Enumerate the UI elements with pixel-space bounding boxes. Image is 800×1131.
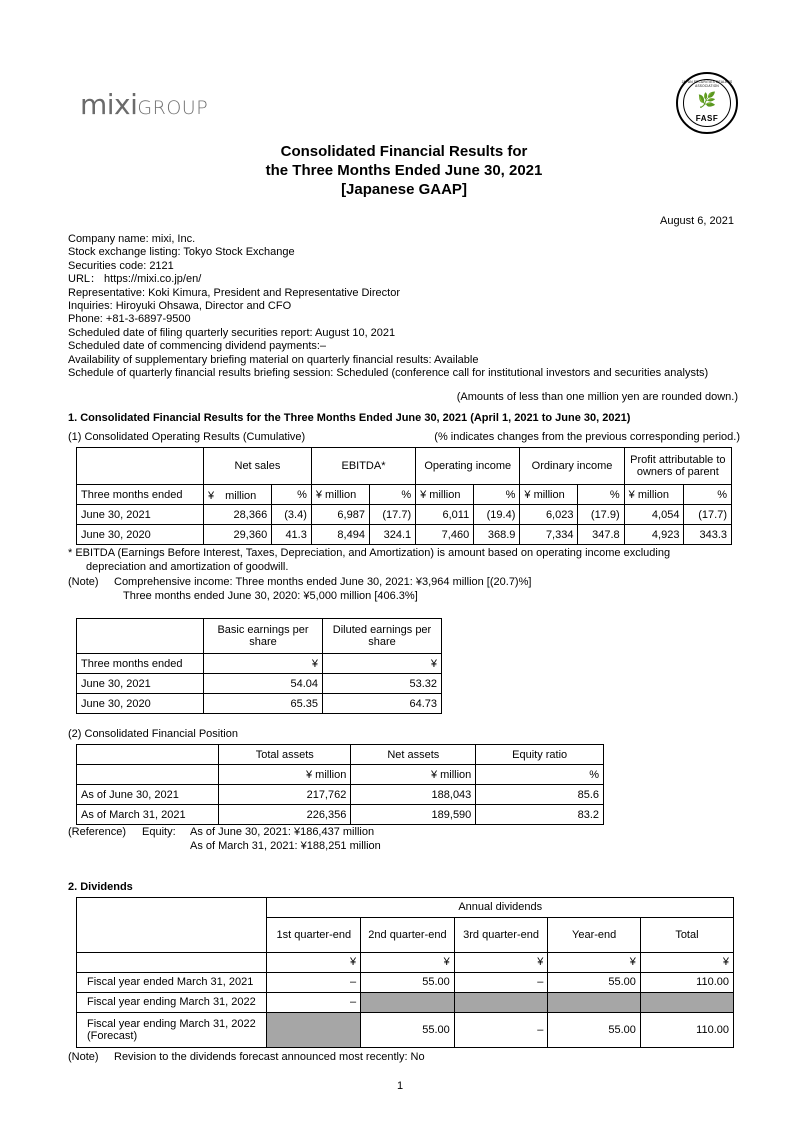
- dividends-row1-q2: 55.00: [361, 972, 455, 992]
- fasf-seal-label: FASF: [695, 114, 719, 123]
- dividends-header-year-end: Year-end: [548, 917, 641, 952]
- supplementary-material-line: Availability of supplementary briefing material on quarterly financial results: Available: [68, 353, 479, 366]
- dividends-note-label: (Note): [68, 1050, 99, 1063]
- ebitda-footnote-line-2: depreciation and amortization of goodwill.: [86, 560, 289, 573]
- dividends-row1-label: Fiscal year ended March 31, 2021: [77, 972, 267, 992]
- securities-code-line: Securities code: 2121: [68, 259, 174, 272]
- results-row1-netsales-pct: (3.4): [272, 505, 312, 525]
- fasf-seal-icon: [676, 72, 738, 134]
- eps-row2-basic: 65.35: [204, 694, 323, 714]
- fin-header-equity-ratio: Equity ratio: [476, 745, 604, 765]
- percent-change-note: (% indicates changes from the previous corresponding period.): [434, 431, 740, 444]
- dividends-unit-q1: ¥: [267, 952, 361, 972]
- eps-row1-diluted: 53.32: [323, 674, 442, 694]
- results-unit-netsales-pct: %: [272, 485, 312, 505]
- reference-equity-line-1: As of June 30, 2021: ¥186,437 million: [190, 826, 375, 839]
- fin-row1-total-assets: 217,762: [219, 785, 351, 805]
- dividends-row3-year-end: 55.00: [548, 1012, 641, 1047]
- dividends-header-blank: [77, 897, 267, 952]
- dividends-row1-q3: –: [454, 972, 548, 992]
- table-row: [77, 674, 442, 694]
- dividends-header-total: Total: [640, 917, 733, 952]
- dividends-row3-q3: –: [454, 1012, 548, 1047]
- section-1-heading: 1. Consolidated Financial Results for the Three Months Ended June 30, 2021 (April 1, 2021 to June 30, 2021): [68, 412, 631, 425]
- logo-group-text: GROUP: [137, 97, 209, 119]
- results-unit-label: Three months ended: [77, 485, 204, 505]
- dividends-row1-q1: –: [267, 972, 361, 992]
- results-header-ebitda: EBITDA*: [311, 448, 415, 485]
- dividends-note: [68, 1051, 740, 1064]
- dividends-row2-total: [640, 992, 733, 1012]
- results-unit-ebitda: ¥ million: [311, 485, 369, 505]
- dividends-row2-label: Fiscal year ending March 31, 2022: [77, 992, 267, 1012]
- dividends-row3-total: 110.00: [640, 1012, 733, 1047]
- comprehensive-income-note-line-2: Three months ended June 30, 2020: ¥5,000 million [406.3%]: [123, 589, 418, 602]
- eps-header-basic: Basic earnings per share: [204, 619, 323, 654]
- reference-equity-line-2: As of March 31, 2021: ¥188,251 million: [190, 839, 381, 852]
- results-unit-oi: ¥ million: [416, 485, 474, 505]
- dividends-group-header: Annual dividends: [267, 897, 734, 917]
- dividends-header-q1: 1st quarter-end: [267, 917, 361, 952]
- dividends-row2-q3: [454, 992, 548, 1012]
- fin-unit-label: [77, 765, 219, 785]
- table-row: [77, 505, 732, 525]
- results-row1-ebitda-pct: (17.7): [369, 505, 415, 525]
- fin-unit-net-assets: ¥ million: [351, 765, 476, 785]
- table-header-row: [77, 619, 442, 654]
- title-line-1: Consolidated Financial Results for: [280, 143, 528, 160]
- mixi-group-logo: [80, 88, 208, 121]
- eps-row2-label: June 30, 2020: [77, 694, 204, 714]
- page-title: [68, 142, 740, 199]
- fin-row2-net-assets: 189,590: [351, 805, 476, 825]
- results-header-operating-income: Operating income: [416, 448, 520, 485]
- eps-row1-label: June 30, 2021: [77, 674, 204, 694]
- results-unit-ebitda-pct: %: [369, 485, 415, 505]
- results-row1-ori-pct: (17.9): [578, 505, 624, 525]
- results-row2-ori-pct: 347.8: [578, 525, 624, 545]
- dividends-row2-q1: –: [267, 992, 361, 1012]
- equity-reference-block: [68, 826, 740, 853]
- section-1-1-subheading-row: [68, 431, 740, 443]
- fin-row1-equity-ratio: 85.6: [476, 785, 604, 805]
- url-line: URL： https://mixi.co.jp/en/: [68, 273, 202, 286]
- dividends-table: [76, 897, 734, 1048]
- table-row: [77, 785, 604, 805]
- results-row2-label: June 30, 2020: [77, 525, 204, 545]
- page-number: 1: [396, 1080, 404, 1092]
- dividends-note-text: Revision to the dividends forecast announced most recently: No: [114, 1050, 425, 1063]
- results-row2-profit: 4,923: [624, 525, 684, 545]
- fasf-leaf-icon: 🌿: [697, 92, 717, 109]
- results-row2-profit-pct: 343.3: [684, 525, 732, 545]
- comprehensive-income-note: [68, 576, 740, 603]
- results-row2-ebitda: 8,494: [311, 525, 369, 545]
- section-1-2-subheading: (2) Consolidated Financial Position: [68, 728, 238, 741]
- briefing-session-line: Schedule of quarterly financial results briefing session: Scheduled (conference call for institutional investors and securities analysts): [68, 367, 709, 380]
- fin-row2-label: As of March 31, 2021: [77, 805, 219, 825]
- results-row1-profit: 4,054: [624, 505, 684, 525]
- results-header-blank: [77, 448, 204, 485]
- results-row2-oi: 7,460: [416, 525, 474, 545]
- title-line-3: [Japanese GAAP]: [341, 181, 467, 198]
- eps-row2-diluted: 64.73: [323, 694, 442, 714]
- comprehensive-income-note-label: (Note): [68, 576, 99, 589]
- dividends-unit-label: [77, 952, 267, 972]
- table-unit-row: [77, 485, 732, 505]
- dividends-row2-year-end: [548, 992, 641, 1012]
- financial-position-table: [76, 744, 604, 825]
- phone-line: Phone: +81-3-6897-9500: [68, 313, 191, 326]
- company-info-block: [68, 233, 740, 380]
- results-row1-ori: 6,023: [520, 505, 578, 525]
- dividends-row2-q2: [361, 992, 455, 1012]
- eps-unit-diluted: ¥: [323, 654, 442, 674]
- table-unit-row: [77, 654, 442, 674]
- release-date: August 6, 2021: [659, 215, 734, 227]
- fin-row2-total-assets: 226,356: [219, 805, 351, 825]
- results-row2-netsales: 29,360: [204, 525, 272, 545]
- dividends-row3-q2: 55.00: [361, 1012, 455, 1047]
- earnings-per-share-table: [76, 618, 442, 714]
- ebitda-footnote: [68, 547, 740, 574]
- document-header: [68, 72, 740, 134]
- results-header-net-sales: Net sales: [204, 448, 312, 485]
- dividends-row3-label: Fiscal year ending March 31, 2022 (Forecast): [77, 1012, 267, 1047]
- dividend-payment-date-line: Scheduled date of commencing dividend payments:–: [68, 340, 327, 353]
- stock-exchange-line: Stock exchange listing: Tokyo Stock Exchange: [68, 246, 295, 259]
- eps-row1-basic: 54.04: [204, 674, 323, 694]
- table-unit-row: [77, 765, 604, 785]
- document-content: [68, 72, 740, 1064]
- results-header-profit-attributable: Profit attributable to owners of parent: [624, 448, 731, 485]
- table-header-row: [77, 897, 734, 917]
- results-row2-netsales-pct: 41.3: [272, 525, 312, 545]
- fin-row1-label: As of June 30, 2021: [77, 785, 219, 805]
- fin-row1-net-assets: 188,043: [351, 785, 476, 805]
- dividends-row1-year-end: 55.00: [548, 972, 641, 992]
- results-unit-oi-pct: %: [474, 485, 520, 505]
- table-row: [77, 694, 442, 714]
- fin-row2-equity-ratio: 83.2: [476, 805, 604, 825]
- results-row1-label: June 30, 2021: [77, 505, 204, 525]
- fasf-seal-top-text: JAPAN SECURITIES DEALERS ASSOCIATION: [681, 80, 733, 88]
- section-1-1-subheading: (1) Consolidated Operating Results (Cumulative): [68, 431, 306, 444]
- fin-unit-equity-ratio: %: [476, 765, 604, 785]
- dividends-unit-total: ¥: [640, 952, 733, 972]
- results-unit-profit-pct: %: [684, 485, 732, 505]
- logo-mixi-text: mixi: [80, 88, 138, 121]
- results-row1-profit-pct: (17.7): [684, 505, 732, 525]
- section-2-heading: 2. Dividends: [68, 880, 133, 893]
- reference-label: (Reference): [68, 826, 127, 839]
- filing-date-line: Scheduled date of filing quarterly securities report: August 10, 2021: [68, 326, 396, 339]
- results-row2-ebitda-pct: 324.1: [369, 525, 415, 545]
- eps-unit-basic: ¥: [204, 654, 323, 674]
- table-row: [77, 525, 732, 545]
- fin-header-total-assets: Total assets: [219, 745, 351, 765]
- results-unit-profit: ¥ million: [624, 485, 684, 505]
- table-row: [77, 972, 734, 992]
- results-row1-oi-pct: (19.4): [474, 505, 520, 525]
- table-header-row: [77, 448, 732, 485]
- results-unit-ori: ¥ million: [520, 485, 578, 505]
- dividends-unit-q3: ¥: [454, 952, 548, 972]
- dividends-unit-q2: ¥: [361, 952, 455, 972]
- ebitda-footnote-line-1: * EBITDA (Earnings Before Interest, Taxes, Depreciation, and Amortization) is amount based on operating income excluding: [68, 547, 671, 560]
- table-row: [77, 805, 604, 825]
- results-row2-oi-pct: 368.9: [474, 525, 520, 545]
- eps-header-diluted: Diluted earnings per share: [323, 619, 442, 654]
- results-row2-ori: 7,334: [520, 525, 578, 545]
- dividends-header-q2: 2nd quarter-end: [361, 917, 455, 952]
- comprehensive-income-note-line-1: Comprehensive income: Three months ended June 30, 2021: ¥3,964 million [(20.7)%]: [114, 576, 532, 589]
- eps-header-blank: [77, 619, 204, 654]
- fin-header-net-assets: Net assets: [351, 745, 476, 765]
- fin-unit-total-assets: ¥ million: [219, 765, 351, 785]
- dividends-row3-q1: [267, 1012, 361, 1047]
- results-unit-netsales: ¥ million: [204, 485, 272, 505]
- table-row: [77, 1012, 734, 1047]
- fin-header-blank: [77, 745, 219, 765]
- title-line-2: the Three Months Ended June 30, 2021: [265, 162, 543, 179]
- reference-equity-label: Equity:: [142, 826, 176, 839]
- dividends-row1-total: 110.00: [640, 972, 733, 992]
- operating-results-table: [76, 447, 732, 545]
- dividends-unit-year-end: ¥: [548, 952, 641, 972]
- dividends-header-q3: 3rd quarter-end: [454, 917, 548, 952]
- results-row1-netsales: 28,366: [204, 505, 272, 525]
- rounding-note: (Amounts of less than one million yen are rounded down.): [456, 391, 738, 404]
- results-unit-ori-pct: %: [578, 485, 624, 505]
- results-row1-ebitda: 6,987: [311, 505, 369, 525]
- table-header-row: [77, 745, 604, 765]
- results-header-ordinary-income: Ordinary income: [520, 448, 624, 485]
- results-row1-oi: 6,011: [416, 505, 474, 525]
- table-row: [77, 992, 734, 1012]
- table-unit-row: [77, 952, 734, 972]
- inquiries-line: Inquiries: Hiroyuki Ohsawa, Director and CFO: [68, 300, 292, 313]
- eps-unit-label: Three months ended: [77, 654, 204, 674]
- representative-line: Representative: Koki Kimura, President and Representative Director: [68, 286, 400, 299]
- company-name-line: Company name: mixi, Inc.: [68, 233, 196, 245]
